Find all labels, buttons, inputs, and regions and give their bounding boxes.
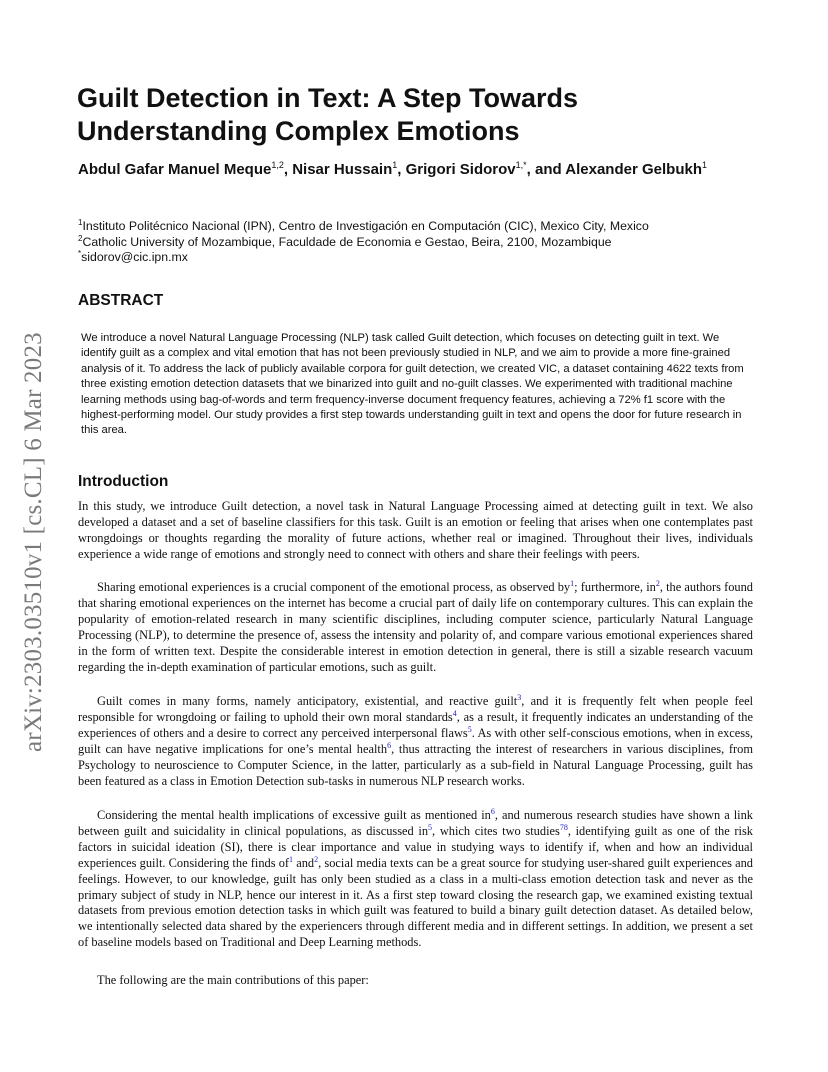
arxiv-identifier: arXiv:2303.03510v1 [cs.CL] 6 Mar 2023 xyxy=(20,332,47,752)
paragraph-text: Guilt comes in many forms, namely anticipatory, existential, and reactive guilt xyxy=(97,694,518,708)
body-paragraph xyxy=(78,808,753,951)
citation-link[interactable]: 2 xyxy=(655,579,660,588)
author-affiliation-mark: 1,* xyxy=(515,160,527,170)
author-affiliation-mark: 1,2 xyxy=(271,160,284,170)
paragraph-text: , identifying guilt as one of the risk factors in suicidal ideation (SI), there is clear importance and value in studying ways to identify if, when and how an individual experiences guilt. Considering the finds of xyxy=(78,823,753,870)
author-separator: , and xyxy=(526,161,566,178)
citation-link[interactable]: 3 xyxy=(517,693,522,702)
author-name: Nisar Hussain xyxy=(292,161,393,178)
affiliation-mark: 1 xyxy=(78,218,83,227)
abstract-text: We introduce a novel Natural Language Processing (NLP) task called Guilt detection, which focuses on detecting guilt in text. We identify guilt as a complex and vital emotion that has not been previously studied in NLP, and we aim to provide a more fine-grained analysis of it. To address the lack of publicly available corpora for guilt detection, we created VIC, a dataset containing 4622 texts from three existing emotion detection datasets that we binarized into guilt and no-guilt classes. We experimented with traditional machine learning methods using bag-of-words and term frequency-inverse document frequency features, achieving a 72% f1 score with the highest-performing model. Our study provides a first step towards understanding guilt in text and opens the door for future research in this area. xyxy=(81,332,744,437)
paragraph-text: Considering the mental health implications of excessive guilt as mentioned in xyxy=(97,808,491,822)
body-paragraph xyxy=(78,580,753,675)
author-name: Abdul Gafar Manuel Meque xyxy=(78,161,272,178)
paper-title: Guilt Detection in Text: A Step Towards Understanding Complex Emotions xyxy=(77,83,579,146)
paragraph-text: In this study, we introduce Guilt detection, a novel task in Natural Language Processing aimed at detecting guilt in text. We also developed a dataset and a set of baseline classifiers for this task. Guilt is an emotion or feeling that arises when one contemplates past wrongdoings or thoughts regarding the morality of future actions, whether real or imagined. Throughout their lives, individuals experience a wide range of emotions and strongly need to connect with others and share their feelings with peers. xyxy=(78,499,753,561)
author-list xyxy=(78,160,738,180)
body-paragraph xyxy=(78,973,753,989)
affiliation-line xyxy=(78,235,758,251)
body-paragraph xyxy=(78,499,753,563)
affiliation-text: sidorov@cic.ipn.mx xyxy=(81,250,188,264)
citation-link[interactable]: 5 xyxy=(428,822,433,832)
citation-link[interactable]: 5 xyxy=(467,724,472,734)
author-affiliation-mark: 1 xyxy=(702,160,708,170)
paragraph-text: , and numerous research studies have shown a link between guilt and suicidality in clinical populations, as discussed in xyxy=(78,808,753,838)
citation-link[interactable]: 1 xyxy=(570,579,575,588)
affiliation-list xyxy=(78,219,758,266)
paragraph-text: and xyxy=(293,855,315,870)
citation-link[interactable]: 6 xyxy=(387,740,392,750)
author-name: Grigori Sidorov xyxy=(405,161,516,178)
citation-link[interactable]: 1 xyxy=(289,854,294,864)
paragraph-text: , social media texts can be a great source for studying user-shared guilt experiences and feelings. However, to our knowledge, guilt has only been studied as a class in a multi-class emotion detection task and never as the primary subject of study in NLP, hence our interest in it. As a first step toward closing the research gap, we examined existing textual datasets from previous emotion detection tasks in which guilt was featured to build a binary guilt detection dataset. As detailed below, we intentionally selected data shared by the experiencers through different media and in different settings. In addition, we present a set of baseline models based on Traditional and Deep Learning methods. xyxy=(78,855,753,950)
citation-link[interactable]: 7 xyxy=(559,822,564,832)
author-separator: , xyxy=(283,161,293,178)
paragraph-text: . As with other self-conscious emotions, when in excess, guilt can have negative implications for one’s mental health xyxy=(78,725,753,756)
paragraph-text: , and it is frequently felt when people feel responsible for wrongdoing or failing to uphold their own moral standards xyxy=(78,694,754,724)
arxiv-sidebar xyxy=(20,292,48,752)
affiliation-line xyxy=(78,219,758,235)
paragraph-text: ; furthermore, in xyxy=(574,580,656,594)
author-name: Alexander Gelbukh xyxy=(565,161,702,178)
corresponding-email xyxy=(78,250,758,266)
affiliation-text: Instituto Politécnico Nacional (IPN), Centro de Investigación en Computación (CIC), Mexico City, Mexico xyxy=(82,219,649,233)
introduction-heading: Introduction xyxy=(78,473,169,490)
paragraph-text: Sharing emotional experiences is a crucial component of the emotional process, as observed by xyxy=(97,580,571,594)
affiliation-mark: * xyxy=(78,249,82,258)
paragraph-text: , as a result, it frequently indicates an understanding of the experiences of others and a desire to correct any perceived interpersonal flaws xyxy=(78,709,753,740)
body-paragraph xyxy=(78,694,753,789)
affiliation-text: Catholic University of Mozambique, Faculdade de Economia e Gestao, Beira, 2100, Mozambique xyxy=(82,234,612,249)
paragraph-text: , the authors found that sharing emotional experiences on the internet has become a crucial part of daily life on contemporary cultures. This can explain the popularity of emotion-related research in many scientific disciplines, including computer science, particularly Natural Language Processing (NLP), to determine the presence of, assess the intensity and polarity of, and compare various emotional experiences shared in the form of written text. Despite the considerable interest in emotion detection in general, there is still a sizable research vacuum regarding the in-depth examination of particular emotions, such as guilt. xyxy=(78,580,753,674)
author-separator: , xyxy=(397,161,406,178)
paragraph-text: , thus attracting the interest of researchers in various disciplines, from Psychology to neuroscience to Computer Science, in the latter, particularly as a sub-field in Natural Language Processing, guilt has been featured as a class in Emotion Detection sub-tasks in numerous NLP research works. xyxy=(78,741,753,788)
affiliation-mark: 2 xyxy=(78,233,83,243)
abstract-heading: ABSTRACT xyxy=(78,292,164,309)
author-affiliation-mark: 1 xyxy=(392,160,398,170)
citation-link[interactable]: 2 xyxy=(314,854,319,864)
paragraph-text: The following are the main contributions of this paper: xyxy=(97,973,369,987)
citation-link[interactable]: 6 xyxy=(490,807,495,816)
paragraph-text: , which cites two studies xyxy=(432,823,560,838)
citation-link[interactable]: 8 xyxy=(563,822,568,832)
citation-link[interactable]: 4 xyxy=(452,708,457,718)
